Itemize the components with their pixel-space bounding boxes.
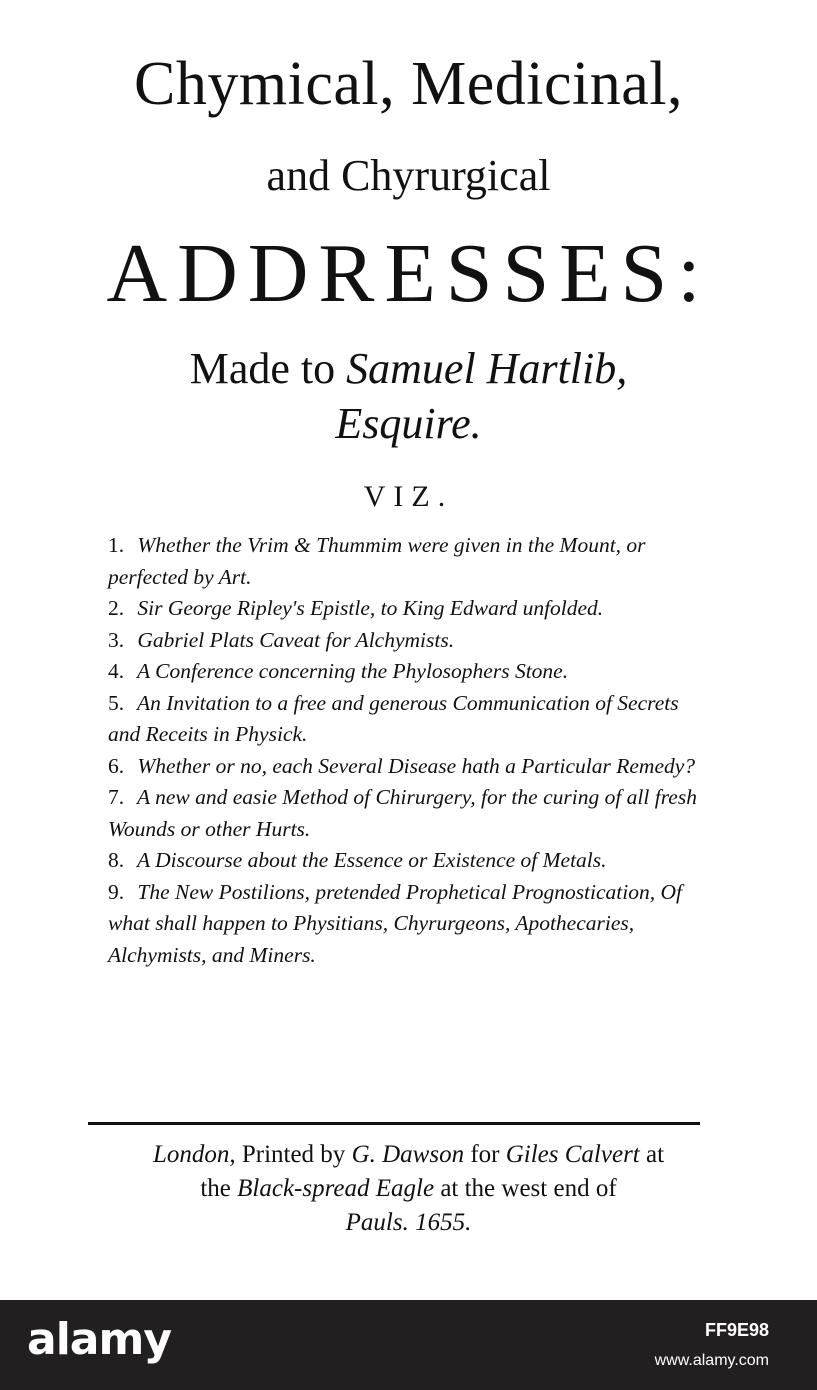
contents-item-number: 2. <box>108 596 125 620</box>
title-line-4-roman: Made to <box>189 344 347 393</box>
contents-item-number: 1. <box>108 533 125 557</box>
contents-item-number: 6. <box>108 753 125 778</box>
contents-item-text: Whether or no, each Several Disease hath a Particular Remedy? <box>137 753 696 778</box>
title-line-1: Chymical, Medicinal, <box>134 50 683 118</box>
contents-item <box>108 845 713 877</box>
contents-item <box>108 656 713 688</box>
imprint-the: the <box>200 1175 238 1202</box>
contents-item-text: The New Postilions, pretended Prophetical Prognostication, Of what shall happen to Physitians, Chyrurgeons, Apothecaries, Alchymists, and Miners. <box>108 879 682 967</box>
title-line-3: ADDRESSES: <box>106 227 711 320</box>
imprint-line-2 <box>0 1172 817 1206</box>
imprint-pauls: Pauls. <box>345 1209 409 1236</box>
contents-item-number: 3. <box>108 627 125 652</box>
brand-url: www.alamy.com <box>654 1352 769 1369</box>
contents-item-number: 7. <box>108 785 125 809</box>
imprint <box>0 1138 817 1240</box>
contents-item <box>108 877 713 972</box>
contents-item <box>108 751 713 783</box>
contents-item-text: Gabriel Plats Caveat for Alchymists. <box>137 627 455 652</box>
contents-item <box>108 530 713 593</box>
imprint-year: 1655. <box>408 1209 472 1236</box>
imprint-place: London, <box>152 1141 236 1168</box>
imprint-location: at the west end of <box>434 1175 617 1202</box>
title-line-4 <box>0 345 817 393</box>
imprint-printer: G. Dawson <box>351 1141 465 1168</box>
contents-item-text: An Invitation to a free and generous Communication of Secrets and Receits in Physick. <box>108 690 679 746</box>
title-line-5: Esquire. <box>335 399 482 448</box>
title-line-4-italic: Samuel Hartlib, <box>346 344 628 393</box>
contents-item-number: 8. <box>108 848 125 872</box>
contents-item-text: A Conference concerning the Phylosophers Stone. <box>137 659 569 683</box>
contents-item <box>108 625 713 657</box>
contents-item <box>108 688 713 751</box>
contents-item-number: 9. <box>108 879 125 904</box>
contents-item-text: A Discourse about the Essence or Existence of Metals. <box>137 848 607 872</box>
divider-rule <box>88 1122 700 1125</box>
image-code: FF9E98 <box>704 1320 769 1340</box>
imprint-at: at <box>639 1141 665 1168</box>
contents-item <box>108 593 713 625</box>
title-line-2: and Chyrurgical <box>266 151 551 200</box>
contents-list <box>108 530 713 971</box>
contents-item-number: 5. <box>108 690 125 715</box>
contents-item <box>108 782 713 845</box>
imprint-line-3 <box>0 1206 817 1240</box>
contents-item-text: Sir George Ripley's Epistle, to King Edward unfolded. <box>137 596 604 620</box>
imprint-line-1 <box>0 1138 817 1172</box>
watermark-banner <box>0 1300 817 1390</box>
imprint-printed-by: Printed by <box>235 1141 352 1168</box>
brand-logo: alamy <box>27 1314 171 1365</box>
imprint-bookseller: Giles Calvert <box>505 1141 640 1168</box>
imprint-sign: Black-spread Eagle <box>237 1175 435 1202</box>
contents-item-number: 4. <box>108 659 125 683</box>
viz-heading: VIZ. <box>363 480 454 513</box>
contents-item-text: A new and easie Method of Chirurgery, for the curing of all fresh Wounds or other Hurts. <box>108 785 697 841</box>
contents-item-text: Whether the Vrim & Thummim were given in the Mount, or perfected by Art. <box>108 533 646 589</box>
imprint-for: for <box>464 1141 506 1168</box>
